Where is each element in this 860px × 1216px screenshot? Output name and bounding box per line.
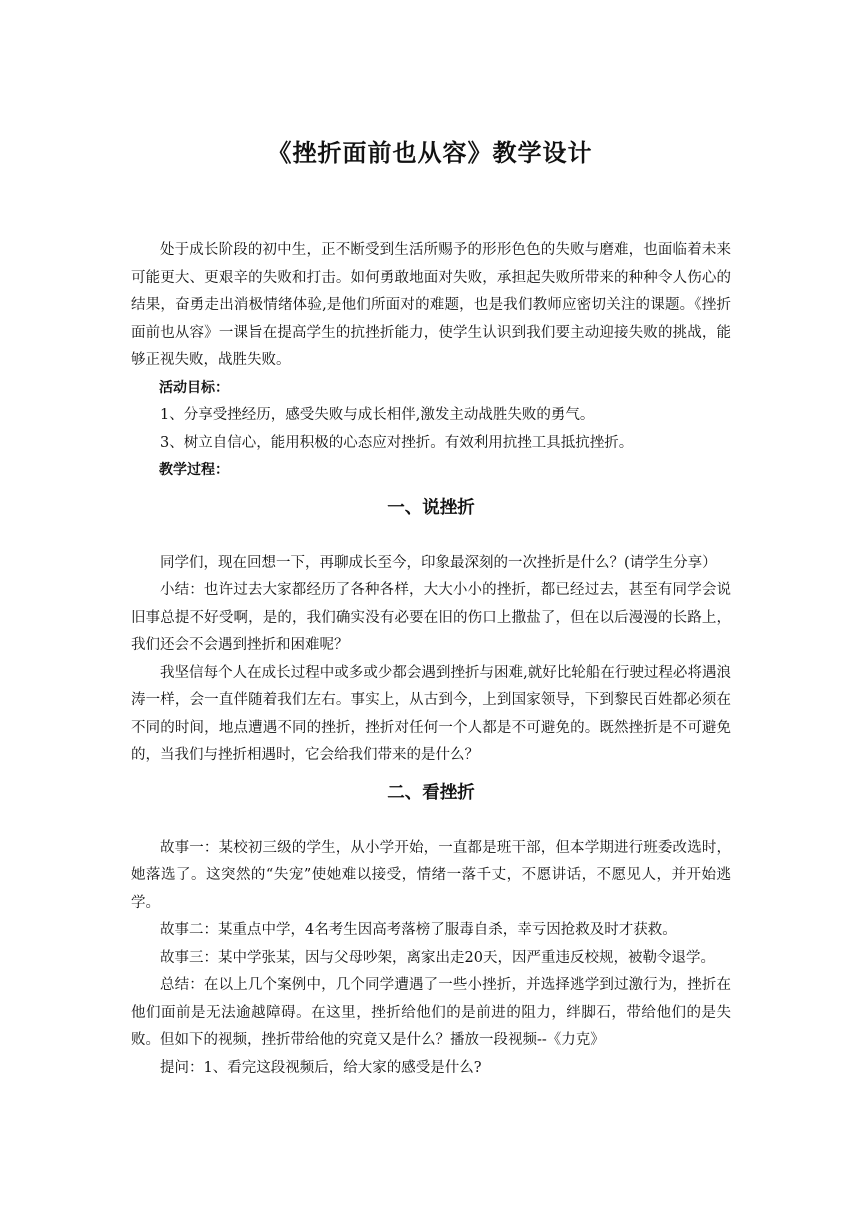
goal-item: 3、树立自信心，能用积极的心态应对挫折。有效利用抗挫工具抵抗挫折。 [160,434,634,451]
story-paragraph: 故事二：某重点中学，4名考生因高考落榜了服毒自杀，幸亏因抢救及时才获救。 [160,922,677,938]
section1-paragraph: 我坚信每个人在成长过程中或多或少都会遇到挫折与困难,就好比轮船在行驶过程必将遇浪涛一样，会一直伴随着我们左右。事实上，从古到今，上到国家领导，下到黎民百姓都必须在不同的时间，地点遭遇不同的挫折，挫折对任何一个人都是不可避免的。既然挫折是不可避免的，当我们与挫折相遇时，它会给我们带来的是什么？ [131,664,731,763]
story-paragraph: 故事三：某中学张某，因与父母吵架，离家出走20天，因严重违反校规，被勒令退学。 [160,949,715,966]
story-paragraph: 故事一：某校初三级的学生，从小学开始，一直都是班干部，但本学期进行班委改选时，她落选了。这突然的“失宠”使她难以接受，情绪一落千丈，不愿讲话，不愿见人，并开始逃学。 [131,839,731,911]
section1-paragraph: 小结：也许过去大家都经历了各种各样，大大小小的挫折，都已经过去，甚至有同学会说旧事总提不好受啊，是的，我们确实没有必要在旧的伤口上撒盐了，但在以后漫漫的长路上，我们还会不会遇到挫折和困难呢？ [131,582,731,653]
process-label: 教学过程： [159,462,229,478]
goals-label: 活动目标： [159,379,229,396]
section1-paragraph: 同学们，现在回想一下，再聊成长至今，印象最深刻的一次挫折是什么？(请学生分享） [160,554,717,571]
document-body [131,237,731,1082]
summary-paragraph: 总结：在以上几个案例中，几个同学遭遇了一些小挫折，并选择逃学到过激行为，挫折在他们面前是无法逾越障碍。在这里，挫折给他们的是前进的阻力，绊脚石，带给他们的是失败。但如下的视频，挫折带给他的究竟又是什么？播放一段视频--《力克》 [131,977,731,1048]
document-title: 《挫折面前也从容》教学设计 [267,139,593,167]
section-heading-view-frustration: 二、看挫折 [387,782,475,803]
intro-paragraph: 处于成长阶段的初中生，正不断受到生活所赐予的形形色色的失败与磨难，也面临着未来可能更大、更艰辛的失败和打击。如何勇敢地面对失败，承担起失败所带来的种种令人伤心的结果，奋勇走出消极情绪体验,是他们所面对的难题，也是我们教师应密切关注的课题。《挫折面前也从容》一课旨在提高学生的抗挫折能力，使学生认识到我们要主动迎接失败的挑战，能够正视失败，战胜失败。 [131,242,731,368]
goal-item: 1、分享受挫经历，感受失败与成长相伴,激发主动战胜失败的勇气。 [160,407,595,423]
section-heading-talk-frustration: 一、说挫折 [387,497,475,518]
question-paragraph: 提问：1、看完这段视频后，给大家的感受是什么? [160,1059,482,1076]
